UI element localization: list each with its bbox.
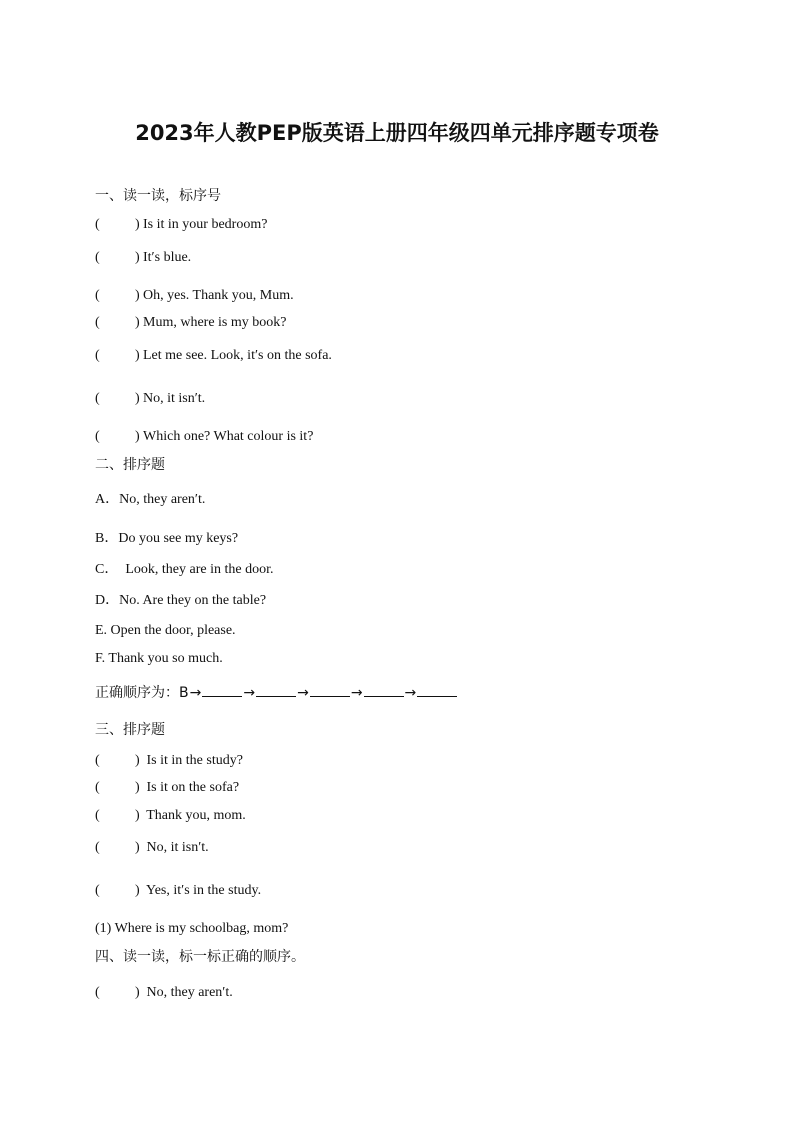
arrow-icon: → <box>189 685 202 701</box>
arrow-icon: → <box>404 685 417 701</box>
item-text: Which one? What colour is it? <box>143 429 314 444</box>
item-text: Oh, yes. Thank you, Mum. <box>143 288 294 303</box>
item-text: Is it on the sofa? <box>143 780 240 795</box>
section2-option: A．No, they aren′t. <box>95 492 206 507</box>
arrow-icon: → <box>350 685 363 701</box>
section4-heading: 四、读一读，标一标正确的顺序。 <box>95 949 305 965</box>
item-text: It′s blue. <box>143 250 192 265</box>
section1-heading: 一、读一读，标序号 <box>95 188 221 204</box>
arrow-icon: → <box>297 685 309 701</box>
section3-heading: 三、排序题 <box>95 722 165 738</box>
section3-item: ( ) Thank you, mom. <box>95 808 246 823</box>
answer-blank[interactable] <box>310 683 350 697</box>
section3-item: ( ) Yes, it′s in the study. <box>95 883 262 898</box>
item-text: Is it in your bedroom? <box>143 217 268 232</box>
page-title: 2023年人教PEP版英语上册四年级四单元排序题专项卷 <box>135 121 659 145</box>
item-text: No, they aren′t. <box>143 985 233 1000</box>
answer-blank[interactable] <box>256 683 296 697</box>
section2-option: B．Do you see my keys? <box>95 531 239 546</box>
arrow-icon: → <box>243 685 256 701</box>
section1-item: ( ) It′s blue. <box>95 250 192 265</box>
section1-item: ( ) Let me see. Look, it′s on the sofa. <box>95 348 332 363</box>
item-text: Let me see. Look, it′s on the sofa. <box>143 348 332 363</box>
answer-blank[interactable] <box>364 683 404 697</box>
section3-item: ( ) No, it isn′t. <box>95 840 209 855</box>
section3-given-line: (1) Where is my schoolbag, mom? <box>95 921 289 936</box>
item-text: Is it in the study? <box>143 753 243 768</box>
section2-option: F. Thank you so much. <box>95 651 223 666</box>
item-text: Mum, where is my book? <box>143 315 287 330</box>
answer-blank[interactable] <box>202 683 242 697</box>
section2-option: E. Open the door, please. <box>95 623 236 638</box>
section3-item: ( ) Is it on the sofa? <box>95 780 240 795</box>
section2-option: C． Look, they are in the door. <box>95 562 274 577</box>
section2-heading: 二、排序题 <box>95 457 165 473</box>
section1-item: ( ) Is it in your bedroom? <box>95 217 268 232</box>
item-text: No, it isn′t. <box>143 840 209 855</box>
section4-item: ( ) No, they aren′t. <box>95 985 233 1000</box>
item-text: Thank you, mom. <box>143 808 246 823</box>
section1-item: ( ) No, it isn′t. <box>95 391 206 406</box>
section2-option: D．No. Are they on the table? <box>95 593 267 608</box>
section3-item: ( ) Is it in the study? <box>95 753 243 768</box>
item-text: No, it isn′t. <box>143 391 206 406</box>
item-text: Yes, it′s in the study. <box>143 883 262 898</box>
section1-item: ( ) Oh, yes. Thank you, Mum. <box>95 288 294 303</box>
section1-item: ( ) Which one? What colour is it? <box>95 429 314 444</box>
section1-item: ( ) Mum, where is my book? <box>95 315 287 330</box>
answer-order-line <box>95 683 457 702</box>
answer-blank[interactable] <box>417 683 457 697</box>
order-label: 正确顺序为：B <box>95 685 189 701</box>
